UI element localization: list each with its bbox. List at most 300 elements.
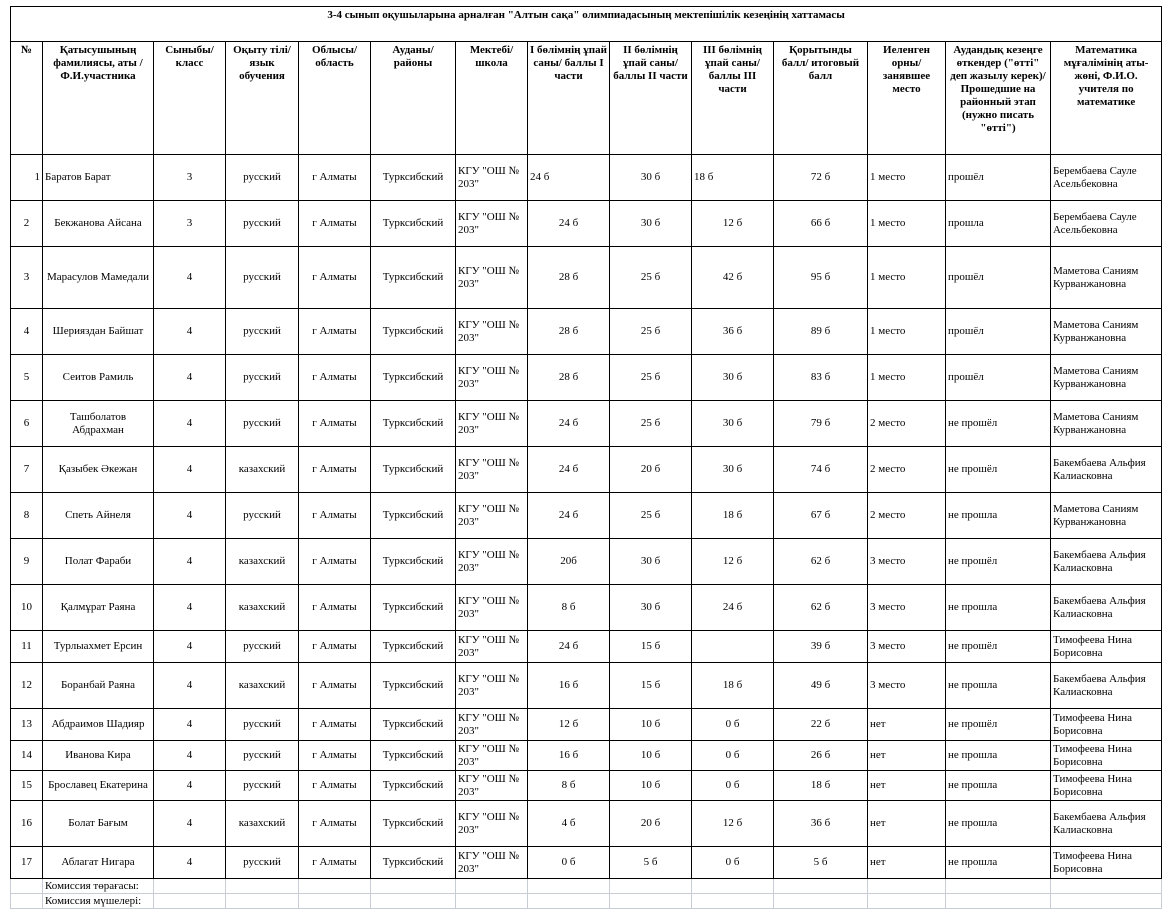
empty-cell: [1051, 894, 1162, 909]
empty-cell: [154, 894, 226, 909]
region-cell: г Алматы: [299, 585, 371, 631]
part2-score: 25 б: [610, 493, 692, 539]
teacher-name: Бакембаева Альфия Калиасковна: [1051, 663, 1162, 709]
participant-name: Абдраимов Шадияр: [43, 709, 154, 741]
school-cell: КГУ "ОШ № 203": [456, 801, 528, 847]
participant-name: Бекжанова Айсана: [43, 201, 154, 247]
place-cell: нет: [868, 847, 946, 879]
empty-cell: [371, 879, 456, 894]
total-score: 39 б: [774, 631, 868, 663]
part1-score: 4 б: [528, 801, 610, 847]
part3-score: 18 б: [692, 155, 774, 201]
teacher-name: Бакембаева Альфия Калиасковна: [1051, 801, 1162, 847]
passed-cell: не прошла: [946, 663, 1051, 709]
part1-score: 0 б: [528, 847, 610, 879]
empty-cell: [299, 894, 371, 909]
total-score: 62 б: [774, 539, 868, 585]
teacher-name: Тимофеева Нина Борисовна: [1051, 847, 1162, 879]
part1-score: 12 б: [528, 709, 610, 741]
total-score: 36 б: [774, 801, 868, 847]
empty-cell: [774, 894, 868, 909]
participant-name: Баратов Барат: [43, 155, 154, 201]
row-number: 10: [11, 585, 43, 631]
district-cell: Турксибский: [371, 155, 456, 201]
passed-cell: не прошла: [946, 493, 1051, 539]
header-district: Ауданы/ районы: [371, 42, 456, 155]
row-number: 3: [11, 247, 43, 309]
place-cell: нет: [868, 709, 946, 741]
part2-score: 25 б: [610, 401, 692, 447]
header-total: Қорытынды балл/ итоговый балл: [774, 42, 868, 155]
part1-score: 16 б: [528, 741, 610, 771]
empty-cell: [456, 894, 528, 909]
part1-score: 24 б: [528, 401, 610, 447]
total-score: 95 б: [774, 247, 868, 309]
language-cell: русский: [226, 355, 299, 401]
part1-score: 8 б: [528, 771, 610, 801]
document-title: 3-4 сынып оқушыларына арналған "Алтын сақа" олимпиадасының мектепішілік кезеңінің хаттамасы: [11, 7, 1162, 42]
row-number: 9: [11, 539, 43, 585]
participant-name: Полат Фараби: [43, 539, 154, 585]
region-cell: г Алматы: [299, 447, 371, 493]
table-row: [11, 663, 1162, 709]
school-cell: КГУ "ОШ № 203": [456, 201, 528, 247]
participant-name: Иванова Кира: [43, 741, 154, 771]
header-region: Облысы/ область: [299, 42, 371, 155]
part3-score: 30 б: [692, 355, 774, 401]
region-cell: г Алматы: [299, 355, 371, 401]
participant-name: Марасулов Мамедали: [43, 247, 154, 309]
part3-score: 30 б: [692, 447, 774, 493]
total-score: 18 б: [774, 771, 868, 801]
table-row: [11, 447, 1162, 493]
class-cell: 4: [154, 447, 226, 493]
empty-cell: [610, 879, 692, 894]
empty-cell: [528, 879, 610, 894]
part1-score: 24 б: [528, 447, 610, 493]
part3-score: [692, 631, 774, 663]
district-cell: Турксибский: [371, 801, 456, 847]
language-cell: русский: [226, 741, 299, 771]
table-row: [11, 585, 1162, 631]
district-cell: Турксибский: [371, 401, 456, 447]
region-cell: г Алматы: [299, 771, 371, 801]
part1-score: 16 б: [528, 663, 610, 709]
language-cell: русский: [226, 247, 299, 309]
row-number: 5: [11, 355, 43, 401]
class-cell: 3: [154, 201, 226, 247]
part2-score: 30 б: [610, 155, 692, 201]
empty-cell: [11, 879, 43, 894]
part2-score: 15 б: [610, 663, 692, 709]
part2-score: 25 б: [610, 355, 692, 401]
table-row: [11, 771, 1162, 801]
header-school: Мектебі/ школа: [456, 42, 528, 155]
table-row: [11, 155, 1162, 201]
participant-name: Қазыбек Әкежан: [43, 447, 154, 493]
place-cell: нет: [868, 801, 946, 847]
header-number: №: [11, 42, 43, 155]
part3-score: 36 б: [692, 309, 774, 355]
passed-cell: прошёл: [946, 309, 1051, 355]
footer-row: [11, 879, 1162, 894]
region-cell: г Алматы: [299, 309, 371, 355]
total-score: 5 б: [774, 847, 868, 879]
footer-row: [11, 894, 1162, 909]
language-cell: русский: [226, 493, 299, 539]
passed-cell: не прошла: [946, 771, 1051, 801]
language-cell: русский: [226, 201, 299, 247]
school-cell: КГУ "ОШ № 203": [456, 709, 528, 741]
part3-score: 18 б: [692, 493, 774, 539]
empty-cell: [1051, 879, 1162, 894]
header-language: Оқыту тілі/ язык обучения: [226, 42, 299, 155]
part1-score: 24 б: [528, 493, 610, 539]
part2-score: 5 б: [610, 847, 692, 879]
language-cell: русский: [226, 309, 299, 355]
language-cell: русский: [226, 771, 299, 801]
passed-cell: не прошёл: [946, 631, 1051, 663]
class-cell: 4: [154, 309, 226, 355]
place-cell: 2 место: [868, 493, 946, 539]
part1-score: 24 б: [528, 631, 610, 663]
region-cell: г Алматы: [299, 401, 371, 447]
language-cell: казахский: [226, 585, 299, 631]
participant-name: Шерияздан Байшат: [43, 309, 154, 355]
language-cell: русский: [226, 155, 299, 201]
part2-score: 20 б: [610, 447, 692, 493]
class-cell: 4: [154, 847, 226, 879]
language-cell: русский: [226, 847, 299, 879]
place-cell: 1 место: [868, 247, 946, 309]
empty-cell: [692, 879, 774, 894]
class-cell: 4: [154, 493, 226, 539]
class-cell: 4: [154, 741, 226, 771]
teacher-name: Маметова Саниям Курванжановна: [1051, 401, 1162, 447]
district-cell: Турксибский: [371, 309, 456, 355]
class-cell: 4: [154, 801, 226, 847]
participant-name: Сеитов Рамиль: [43, 355, 154, 401]
participant-name: Турлыахмет Ерсин: [43, 631, 154, 663]
table-row: [11, 401, 1162, 447]
language-cell: казахский: [226, 663, 299, 709]
part2-score: 30 б: [610, 585, 692, 631]
part2-score: 25 б: [610, 247, 692, 309]
total-score: 49 б: [774, 663, 868, 709]
class-cell: 4: [154, 709, 226, 741]
class-cell: 4: [154, 771, 226, 801]
total-score: 83 б: [774, 355, 868, 401]
table-row: [11, 201, 1162, 247]
part1-score: 20б: [528, 539, 610, 585]
table-row: [11, 631, 1162, 663]
class-cell: 3: [154, 155, 226, 201]
teacher-name: Тимофеева Нина Борисовна: [1051, 709, 1162, 741]
district-cell: Турксибский: [371, 201, 456, 247]
school-cell: КГУ "ОШ № 203": [456, 847, 528, 879]
part1-score: 24 б: [528, 155, 610, 201]
passed-cell: не прошёл: [946, 401, 1051, 447]
school-cell: КГУ "ОШ № 203": [456, 741, 528, 771]
district-cell: Турксибский: [371, 539, 456, 585]
total-score: 89 б: [774, 309, 868, 355]
place-cell: 3 место: [868, 539, 946, 585]
language-cell: русский: [226, 709, 299, 741]
empty-cell: [226, 879, 299, 894]
part2-score: 30 б: [610, 201, 692, 247]
teacher-name: Берембаева Сауле Асельбековна: [1051, 155, 1162, 201]
passed-cell: не прошёл: [946, 709, 1051, 741]
school-cell: КГУ "ОШ № 203": [456, 539, 528, 585]
region-cell: г Алматы: [299, 847, 371, 879]
region-cell: г Алматы: [299, 201, 371, 247]
table-row: [11, 493, 1162, 539]
class-cell: 4: [154, 247, 226, 309]
school-cell: КГУ "ОШ № 203": [456, 309, 528, 355]
header-part3: III бөлімнің ұпай саны/ баллы III части: [692, 42, 774, 155]
language-cell: казахский: [226, 539, 299, 585]
row-number: 13: [11, 709, 43, 741]
school-cell: КГУ "ОШ № 203": [456, 585, 528, 631]
part1-score: 28 б: [528, 247, 610, 309]
part2-score: 30 б: [610, 539, 692, 585]
teacher-name: Бакембаева Альфия Калиасковна: [1051, 539, 1162, 585]
district-cell: Турксибский: [371, 847, 456, 879]
place-cell: нет: [868, 771, 946, 801]
row-number: 1: [11, 155, 43, 201]
part1-score: 28 б: [528, 309, 610, 355]
region-cell: г Алматы: [299, 741, 371, 771]
header-class: Сыныбы/ класс: [154, 42, 226, 155]
teacher-name: Тимофеева Нина Борисовна: [1051, 741, 1162, 771]
place-cell: 3 место: [868, 631, 946, 663]
row-number: 15: [11, 771, 43, 801]
row-number: 2: [11, 201, 43, 247]
part2-score: 10 б: [610, 771, 692, 801]
empty-cell: [774, 879, 868, 894]
total-score: 62 б: [774, 585, 868, 631]
row-number: 4: [11, 309, 43, 355]
language-cell: русский: [226, 631, 299, 663]
district-cell: Турксибский: [371, 741, 456, 771]
total-score: 74 б: [774, 447, 868, 493]
district-cell: Турксибский: [371, 247, 456, 309]
table-row: [11, 355, 1162, 401]
part3-score: 24 б: [692, 585, 774, 631]
empty-cell: [456, 879, 528, 894]
empty-cell: [528, 894, 610, 909]
passed-cell: прошёл: [946, 355, 1051, 401]
part3-score: 30 б: [692, 401, 774, 447]
part3-score: 0 б: [692, 709, 774, 741]
participant-name: Аблагат Нигара: [43, 847, 154, 879]
row-number: 12: [11, 663, 43, 709]
footer-members-label: Комиссия мүшелері:: [43, 894, 154, 909]
row-number: 7: [11, 447, 43, 493]
total-score: 26 б: [774, 741, 868, 771]
part3-score: 12 б: [692, 801, 774, 847]
part2-score: 20 б: [610, 801, 692, 847]
passed-cell: не прошла: [946, 847, 1051, 879]
district-cell: Турксибский: [371, 771, 456, 801]
place-cell: 3 место: [868, 663, 946, 709]
part1-score: 24 б: [528, 201, 610, 247]
part1-score: 8 б: [528, 585, 610, 631]
teacher-name: Маметова Саниям Курванжановна: [1051, 493, 1162, 539]
table-row: [11, 539, 1162, 585]
passed-cell: не прошла: [946, 801, 1051, 847]
language-cell: казахский: [226, 801, 299, 847]
part3-score: 42 б: [692, 247, 774, 309]
protocol-table: [10, 6, 1162, 909]
place-cell: 1 место: [868, 201, 946, 247]
district-cell: Турксибский: [371, 663, 456, 709]
class-cell: 4: [154, 539, 226, 585]
total-score: 72 б: [774, 155, 868, 201]
teacher-name: Маметова Саниям Курванжановна: [1051, 309, 1162, 355]
empty-cell: [692, 894, 774, 909]
school-cell: КГУ "ОШ № 203": [456, 663, 528, 709]
district-cell: Турксибский: [371, 709, 456, 741]
total-score: 22 б: [774, 709, 868, 741]
region-cell: г Алматы: [299, 247, 371, 309]
table-row: [11, 801, 1162, 847]
header-place: Иеленген орны/ занявшее место: [868, 42, 946, 155]
teacher-name: Бакембаева Альфия Калиасковна: [1051, 585, 1162, 631]
place-cell: 3 место: [868, 585, 946, 631]
empty-cell: [299, 879, 371, 894]
class-cell: 4: [154, 585, 226, 631]
empty-cell: [946, 879, 1051, 894]
empty-cell: [610, 894, 692, 909]
district-cell: Турксибский: [371, 631, 456, 663]
empty-cell: [868, 894, 946, 909]
passed-cell: не прошёл: [946, 447, 1051, 493]
row-number: 17: [11, 847, 43, 879]
empty-cell: [868, 879, 946, 894]
region-cell: г Алматы: [299, 539, 371, 585]
total-score: 67 б: [774, 493, 868, 539]
participant-name: Боранбай Раяна: [43, 663, 154, 709]
teacher-name: Маметова Саниям Курванжановна: [1051, 247, 1162, 309]
participant-name: Спеть Айнеля: [43, 493, 154, 539]
passed-cell: прошёл: [946, 155, 1051, 201]
part3-score: 0 б: [692, 771, 774, 801]
region-cell: г Алматы: [299, 493, 371, 539]
passed-cell: прошёл: [946, 247, 1051, 309]
passed-cell: прошла: [946, 201, 1051, 247]
district-cell: Турксибский: [371, 447, 456, 493]
teacher-name: Тимофеева Нина Борисовна: [1051, 631, 1162, 663]
empty-cell: [371, 894, 456, 909]
region-cell: г Алматы: [299, 631, 371, 663]
part3-score: 0 б: [692, 741, 774, 771]
empty-cell: [11, 894, 43, 909]
total-score: 66 б: [774, 201, 868, 247]
class-cell: 4: [154, 401, 226, 447]
row-number: 16: [11, 801, 43, 847]
header-part2: II бөлімнің ұпай саны/ баллы II части: [610, 42, 692, 155]
table-row: [11, 309, 1162, 355]
teacher-name: Берембаева Сауле Асельбековна: [1051, 201, 1162, 247]
passed-cell: не прошёл: [946, 539, 1051, 585]
passed-cell: не прошла: [946, 741, 1051, 771]
header-teacher: Математика мұғалімінің аты-жөні, Ф.И.О. учителя по математике: [1051, 42, 1162, 155]
part1-score: 28 б: [528, 355, 610, 401]
part2-score: 15 б: [610, 631, 692, 663]
table-row: [11, 247, 1162, 309]
class-cell: 4: [154, 355, 226, 401]
place-cell: 2 место: [868, 401, 946, 447]
school-cell: КГУ "ОШ № 203": [456, 355, 528, 401]
school-cell: КГУ "ОШ № 203": [456, 401, 528, 447]
teacher-name: Маметова Саниям Курванжановна: [1051, 355, 1162, 401]
total-score: 79 б: [774, 401, 868, 447]
part3-score: 12 б: [692, 539, 774, 585]
class-cell: 4: [154, 663, 226, 709]
school-cell: КГУ "ОШ № 203": [456, 631, 528, 663]
region-cell: г Алматы: [299, 663, 371, 709]
teacher-name: Тимофеева Нина Борисовна: [1051, 771, 1162, 801]
district-cell: Турксибский: [371, 493, 456, 539]
table-row: [11, 709, 1162, 741]
part3-score: 0 б: [692, 847, 774, 879]
table-row: [11, 847, 1162, 879]
participant-name: Болат Бағым: [43, 801, 154, 847]
passed-cell: не прошла: [946, 585, 1051, 631]
table-row: [11, 741, 1162, 771]
part3-score: 18 б: [692, 663, 774, 709]
place-cell: нет: [868, 741, 946, 771]
language-cell: казахский: [226, 447, 299, 493]
school-cell: КГУ "ОШ № 203": [456, 247, 528, 309]
row-number: 6: [11, 401, 43, 447]
school-cell: КГУ "ОШ № 203": [456, 155, 528, 201]
row-number: 8: [11, 493, 43, 539]
place-cell: 1 место: [868, 309, 946, 355]
part2-score: 25 б: [610, 309, 692, 355]
region-cell: г Алматы: [299, 801, 371, 847]
empty-cell: [226, 894, 299, 909]
region-cell: г Алматы: [299, 155, 371, 201]
district-cell: Турксибский: [371, 355, 456, 401]
row-number: 11: [11, 631, 43, 663]
header-part1: I бөлімнің ұпай саны/ баллы I части: [528, 42, 610, 155]
region-cell: г Алматы: [299, 709, 371, 741]
empty-cell: [946, 894, 1051, 909]
footer-chairman-label: Комиссия төрағасы:: [43, 879, 154, 894]
language-cell: русский: [226, 401, 299, 447]
header-participant: Қатысушының фамилиясы, аты /Ф.И.участника: [43, 42, 154, 155]
part2-score: 10 б: [610, 741, 692, 771]
part2-score: 10 б: [610, 709, 692, 741]
participant-name: Ташболатов Абдрахман: [43, 401, 154, 447]
participant-name: Қалмұрат Раяна: [43, 585, 154, 631]
school-cell: КГУ "ОШ № 203": [456, 447, 528, 493]
header-passed: Аудандық кезеңге өткендер ("өтті" деп жазылу керек)/ Прошедшие на районный этап (нужно писать "өтті"): [946, 42, 1051, 155]
place-cell: 2 место: [868, 447, 946, 493]
place-cell: 1 место: [868, 355, 946, 401]
empty-cell: [154, 879, 226, 894]
school-cell: КГУ "ОШ № 203": [456, 493, 528, 539]
school-cell: КГУ "ОШ № 203": [456, 771, 528, 801]
class-cell: 4: [154, 631, 226, 663]
district-cell: Турксибский: [371, 585, 456, 631]
place-cell: 1 место: [868, 155, 946, 201]
part3-score: 12 б: [692, 201, 774, 247]
participant-name: Брославец Екатерина: [43, 771, 154, 801]
teacher-name: Бакембаева Альфия Калиасковна: [1051, 447, 1162, 493]
